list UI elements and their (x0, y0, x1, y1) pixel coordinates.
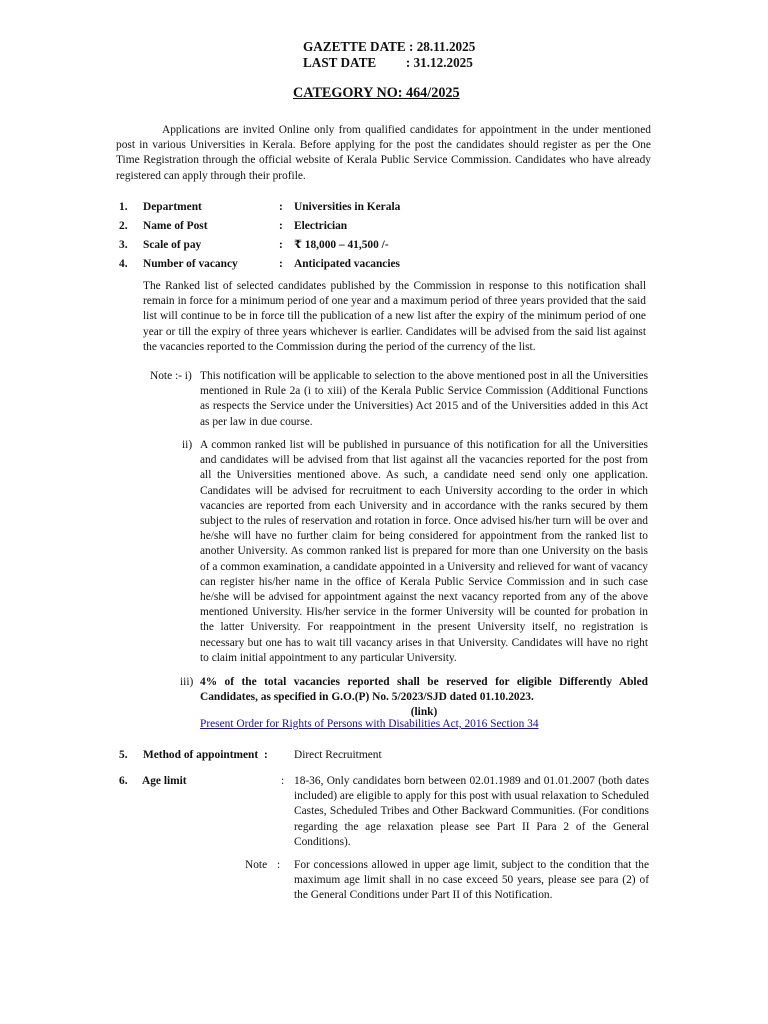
detail-row-scale (119, 238, 659, 254)
detail-label: Name of Post (143, 220, 208, 232)
age-sep: : (281, 775, 285, 787)
detail-num: 2. (119, 220, 128, 232)
method-num: 5. (119, 749, 128, 761)
disability-act-link[interactable]: Present Order for Rights of Persons with Disabilities Act, 2016 Section 34 (200, 718, 539, 730)
note-ii-text: A common ranked list will be published in pursuance of this notification for all the Universities and candidates will be advised from that list against all the vacancies reported for the post from all the Universities mentioned above. As such, a candidate need send only one application. Candidates will be advised for recruitment to each University according to the order in which vacancies are reported from each University and in accordance with the ranks secured by them subject to the rules of reservation and rotation in force. Once advised his/her turn will be over and he/she will have no further claim for being considered for appointment from the ranked list to another University. As common ranked list is prepared for more than one University on the basis of a common examination, a candidate appointed in a University and relieved for want of vacancy can register his/her name in the office of Kerala Public Service Commission and in such case he/she will be advised for appointment against the next vacancy reported from any of the above mentioned University. His/her service in the former University will be counted for probation in the latter University. For reappointment in the present University itself, no registration is necessary but one has to wait till vacancy arises in that University. Candidates will have no right to claim initial appointment to any particular University. (200, 439, 648, 664)
method-sep: : (264, 749, 268, 761)
detail-sep: : (279, 258, 283, 270)
detail-sep: : (279, 239, 283, 251)
method-label: Method of appointment (143, 749, 259, 761)
age-label: Age limit (142, 775, 187, 787)
gazette-date: GAZETTE DATE : 28.11.2025 (303, 39, 476, 54)
detail-value: Universities in Kerala (294, 201, 401, 213)
note-iii-label: iii) (180, 676, 194, 688)
detail-value: Anticipated vacancies (294, 258, 400, 270)
detail-row-vacancy (119, 257, 659, 273)
intro-paragraph: Applications are invited Online only from qualified candidates for appointment in the under mentioned post in various Universities in Kerala. Before applying for the post the candidates should register as per the One Time Registration through the official website of Kerala Public Service Commission. Candidates who have already registered can apply through their profile. (116, 124, 651, 182)
detail-label: Number of vacancy (143, 258, 238, 270)
detail-label: Scale of pay (143, 239, 202, 251)
last-date: LAST DATE : 31.12.2025 (303, 55, 473, 70)
method-value: Direct Recruitment (294, 749, 382, 761)
age-note-sep: : (277, 859, 281, 871)
link-label: (link) (410, 706, 438, 718)
age-note-text: For concessions allowed in upper age limit, subject to the condition that the maximum age limit shall in no case exceed 50 years, please see para (2) of the General Conditions under Part II of this Notification. (294, 859, 649, 902)
detail-sep: : (279, 201, 283, 213)
category-number: CATEGORY NO: 464/2025 (293, 85, 460, 101)
note-i-text: This notification will be applicable to selection to the above mentioned post in all the Universities mentioned in Rule 2a (i to xiii) of the Kerala Public Service Commission (Additional Functions as respects the Service under the Universities) Act 2015 and of the Universities added in this Act as per law in due course. (200, 370, 648, 428)
detail-num: 4. (119, 258, 128, 270)
note-ii-label: ii) (182, 439, 193, 451)
detail-row-department (119, 200, 659, 216)
note-label: Note :- i) (150, 370, 192, 382)
detail-label: Department (143, 201, 202, 213)
age-num: 6. (119, 775, 128, 787)
note-iii-text: 4% of the total vacancies reported shall be reserved for eligible Differently Abled Candidates, as specified in G.O.(P) No. 5/2023/SJD dated 01.10.2023. (200, 676, 648, 704)
detail-value: ₹ 18,000 – 41,500 /- (294, 239, 389, 251)
detail-sep: : (279, 220, 283, 232)
detail-num: 3. (119, 239, 128, 251)
detail-row-post (119, 219, 659, 235)
detail-num: 1. (119, 201, 128, 213)
age-note-label: Note (245, 859, 268, 871)
age-limit-text: 18-36, Only candidates born between 02.01.1989 and 01.01.2007 (both dates included) are eligible to apply for this post with usual relaxation to Scheduled Castes, Scheduled Tribes and Other Backward Communities. (For conditions regarding the age relaxation please see Part II Para 2 of the General Conditions). (294, 775, 649, 848)
ranked-list-paragraph: The Ranked list of selected candidates published by the Commission in response to this notification shall remain in force for a minimum period of one year and a maximum period of three years provided that the said list will continue to be in force till the publication of a new list after the expiry of the minimum period of one year or till the expiry of three years whichever is earlier. Candidates will be advised from the said list against the vacancies reported to the Commission during the period of the currency of the list. (143, 280, 646, 353)
detail-value: Electrician (294, 220, 348, 232)
